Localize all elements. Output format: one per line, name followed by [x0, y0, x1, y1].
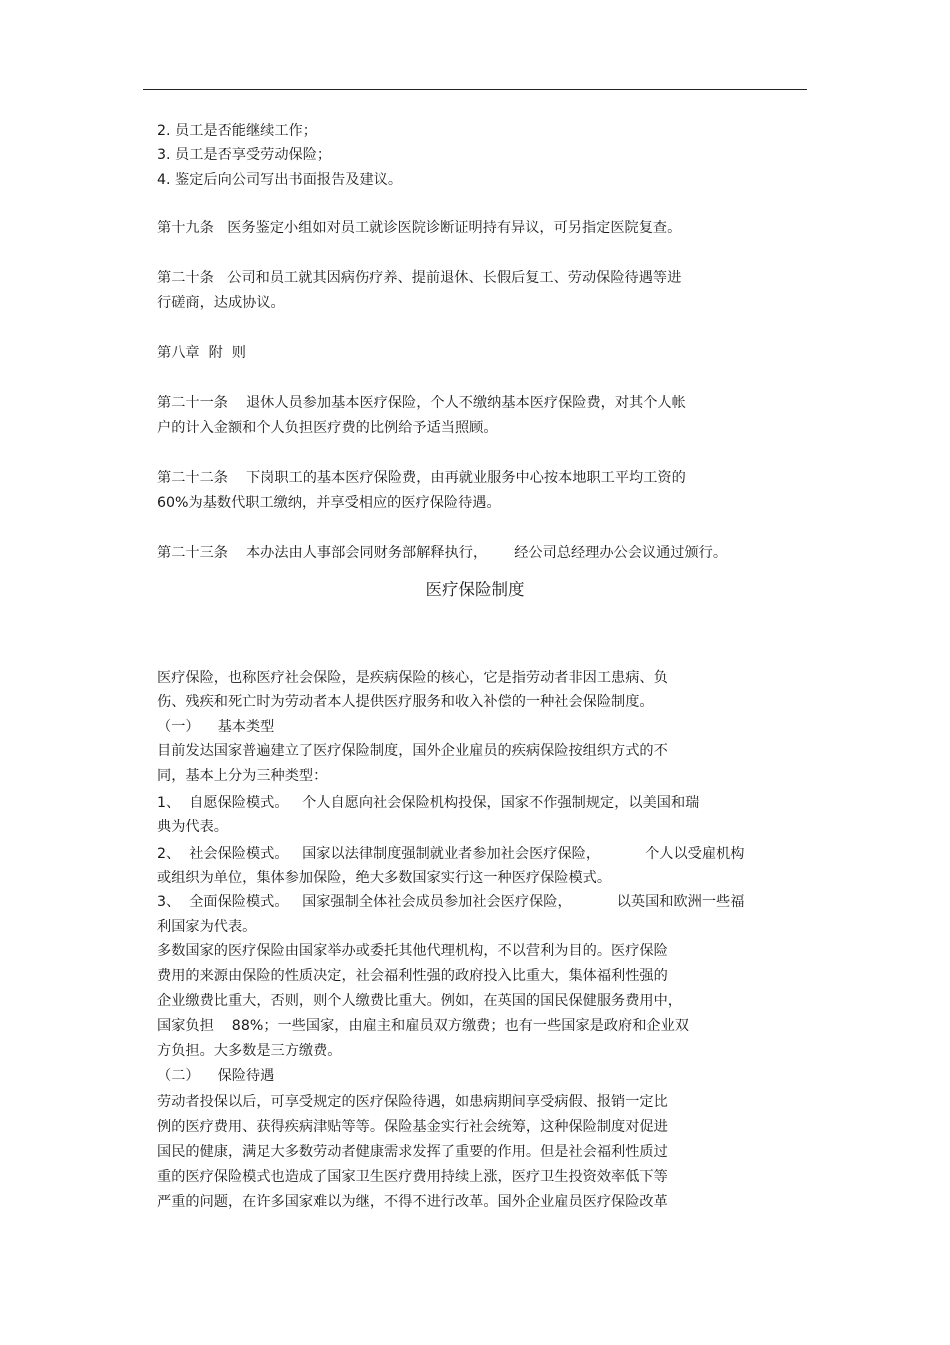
- article-20: 第二十条 公司和员工就其因病伤疗养、提前退休、长假后复工、劳动保险待遇等进: [157, 270, 682, 286]
- body-line: 国民的健康，满足大多数劳动者健康需求发挥了重要的作用。但是社会福利性质过: [157, 1144, 668, 1160]
- list-item: 2. 员工是否能继续工作；: [157, 123, 317, 139]
- body-line: 目前发达国家普遍建立了医疗保险制度，国外企业雇员的疾病保险按组织方式的不: [157, 743, 668, 759]
- body-line: 医疗保险，也称医疗社会保险，是疾病保险的核心，它是指劳动者非因工患病、负: [157, 670, 668, 686]
- subheading: （二） 保险待遇: [157, 1068, 275, 1084]
- body-line: 1、 自愿保险模式。 个人自愿向社会保险机构投保，国家不作强制规定，以美国和瑞: [157, 795, 700, 811]
- body-line: 利国家为代表。: [157, 919, 257, 935]
- section-title: 医疗保险制度: [425, 580, 525, 599]
- list-item: 4. 鉴定后向公司写出书面报告及建议。: [157, 172, 403, 188]
- article-22-cont: 60%为基数代职工缴纳，并享受相应的医疗保险待遇。: [157, 495, 501, 511]
- list-item: 3. 员工是否享受劳动保险；: [157, 147, 332, 163]
- article-19: 第十九条 医务鉴定小组如对员工就诊医院诊断证明持有异议，可另指定医院复查。: [157, 220, 682, 236]
- body-line: 企业缴费比重大，否则，则个人缴费比重大。例如，在英国的国民保健服务费用中，: [157, 993, 682, 1009]
- body-line: 例的医疗费用、获得疾病津贴等等。保险基金实行社会统筹，这种保险制度对促进: [157, 1119, 668, 1135]
- body-line: 严重的问题，在许多国家难以为继，不得不进行改革。国外企业雇员医疗保险改革: [157, 1194, 668, 1210]
- body-line: 多数国家的医疗保险由国家举办或委托其他代理机构，不以营利为目的。医疗保险: [157, 943, 668, 959]
- body-line: 同，基本上分为三种类型：: [157, 768, 328, 784]
- article-21-cont: 户的计入金额和个人负担医疗费的比例给予适当照顾。: [157, 420, 498, 436]
- chapter-heading: 第八章 附 则: [157, 345, 246, 361]
- body-line: 费用的来源由保险的性质决定，社会福利性强的政府投入比重大，集体福利性强的: [157, 968, 668, 984]
- body-line: 或组织为单位，集体参加保险，绝大多数国家实行这一种医疗保险模式。: [157, 870, 612, 886]
- body-line: 劳动者投保以后，可享受规定的医疗保险待遇，如患病期间享受病假、报销一定比: [157, 1094, 668, 1110]
- body-line: 3、 全面保险模式。 国家强制全体社会成员参加社会医疗保险， 以英国和欧洲一些福: [157, 894, 745, 910]
- article-20-cont: 行磋商，达成协议。: [157, 295, 285, 311]
- article-23: 第二十三条 本办法由人事部会同财务部解释执行， 经公司总经理办公会议通过颁行。: [157, 545, 728, 561]
- header-rule: [143, 89, 807, 90]
- article-22: 第二十二条 下岗职工的基本医疗保险费，由再就业服务中心按本地职工平均工资的: [157, 470, 686, 486]
- subheading: （一） 基本类型: [157, 719, 275, 735]
- body-line: 典为代表。: [157, 819, 228, 835]
- body-line: 重的医疗保险模式也造成了国家卫生医疗费用持续上涨，医疗卫生投资效率低下等: [157, 1169, 668, 1185]
- body-line: 国家负担 88%；一些国家，由雇主和雇员双方缴费；也有一些国家是政府和企业双: [157, 1018, 689, 1034]
- article-21: 第二十一条 退休人员参加基本医疗保险，个人不缴纳基本医疗保险费，对其个人帐: [157, 395, 686, 411]
- body-line: 方负担。大多数是三方缴费。: [157, 1043, 342, 1059]
- body-line: 伤、残疾和死亡时为劳动者本人提供医疗服务和收入补偿的一种社会保险制度。: [157, 694, 654, 710]
- body-line: 2、 社会保险模式。 国家以法律制度强制就业者参加社会医疗保险， 个人以受雇机构: [157, 846, 745, 862]
